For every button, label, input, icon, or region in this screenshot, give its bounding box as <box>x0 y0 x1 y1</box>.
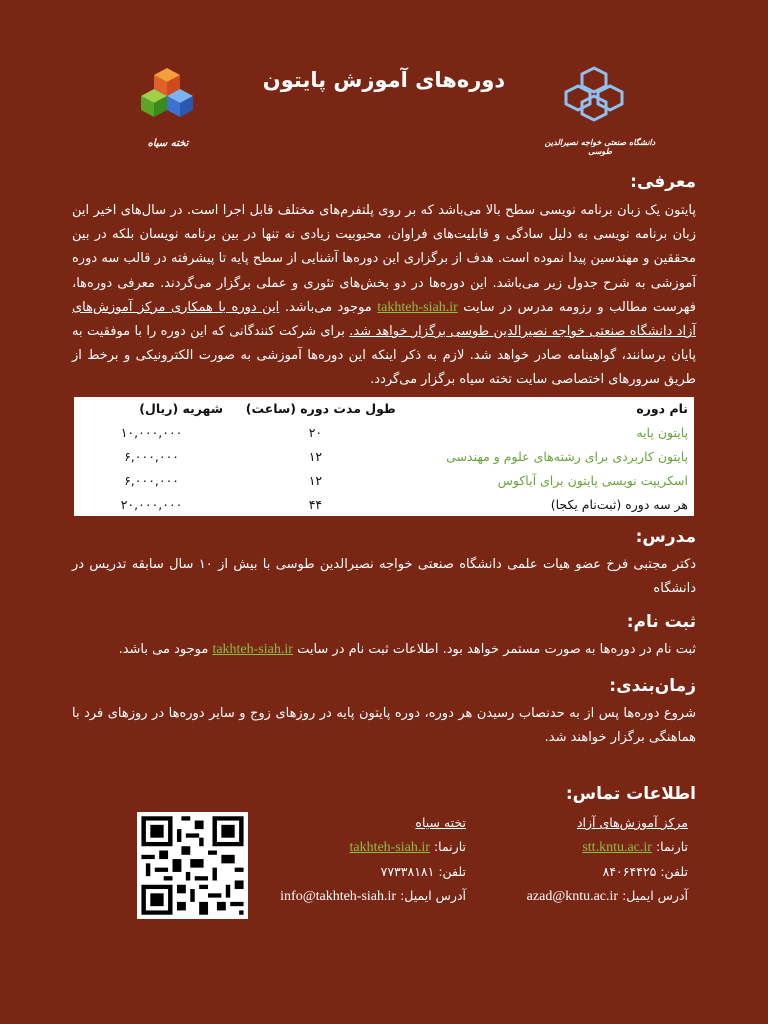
center-site-label: تارنما: <box>655 839 688 854</box>
takhteh-siah-caption: تخته سیاه <box>147 138 189 149</box>
intro-partnership-note: این دوره با همکاری مرکز آموزش‌های آزاد دانشگاه صنعتی خواجه نصیرالدین طوسی برگزار خواهد شد. <box>72 299 696 340</box>
center-phone: ۸۴۰۶۴۴۲۵ <box>602 864 657 879</box>
course-duration: ۱۲ <box>308 448 323 464</box>
takhteh-phone-label: تلفن: <box>438 864 466 879</box>
center-name: مرکز آموزش‌های آزاد <box>576 815 688 830</box>
contact-takhteh <box>256 811 466 909</box>
header-duration: طول مدت دوره (ساعت) <box>245 401 396 416</box>
header-course-name: نام دوره <box>636 401 688 416</box>
intro-text-2: موجود می‌باشد. <box>284 299 372 315</box>
center-email-label: آدرس ایمیل: <box>622 888 688 903</box>
register-paragraph <box>72 638 696 662</box>
table-header-row <box>74 397 694 420</box>
course-duration: ۴۴ <box>308 496 323 512</box>
center-phone-label: تلفن: <box>660 864 688 879</box>
teacher-heading: مدرس: <box>635 527 696 547</box>
intro-text-3: برای شرکت کنندگانی که این دوره را با موفقیت به پایان برسانند، گواهینامه صادر خواهد شد. لازم به ذکر اینکه این دوره‌ها آموزشی به صورت الکترونیکی و برخط از طریق سرورهای اختصاصی سایت تخته سیاه برگزار می‌گردد. <box>72 324 696 388</box>
intro-text-1: پایتون یک زبان برنامه نویسی سطح بالا می‌باشد که بر روی پلتفرم‌های مختلف قابل اجرا است. در سال‌های اخیر این زبان برنامه نویسی به دلیل سادگی و قابلیت‌های فراوان، محبوبیت زیادی نه تنها در بین برنامه نویسان بلکه در بین محققین و مهندسین پیدا نموده است. هدف از برگزاری این دوره‌ها آشنایی از سطح پایه تا پیشرفته در قالب سه دوره آموزشی به شرح جدول زیر می‌باشد. این دوره‌ها در دو بخش‌های تئوری و عملی برگزار می‌گردند. معرفی دوره‌ها، فهرست مطالب و رزومه مدرس در سایت <box>72 203 696 315</box>
contact-heading: اطلاعات تماس: <box>565 784 696 804</box>
center-email[interactable]: azad@kntu.ac.ir <box>526 889 619 904</box>
university-emblem-icon <box>562 64 626 122</box>
header-fee: شهریه (ریال) <box>139 401 224 416</box>
takhteh-site-label: تارنما: <box>433 839 466 854</box>
course-duration: ۱۲ <box>308 472 323 488</box>
course-name: پایتون پایه <box>636 424 688 440</box>
course-name: هر سه دوره (ثبت‌نام یکجا) <box>550 496 688 512</box>
courses-table <box>74 397 694 516</box>
course-fee: ۶,۰۰۰,۰۰۰ <box>124 472 180 488</box>
table-row <box>74 444 694 468</box>
table-row <box>74 468 694 492</box>
intro-paragraph <box>72 199 696 393</box>
course-fee: ۲۰,۰۰۰,۰۰۰ <box>120 496 183 512</box>
table-row <box>74 420 694 444</box>
register-text-2: موجود می باشد. <box>118 642 209 657</box>
takhteh-site-link[interactable]: takhteh-siah.ir <box>349 840 430 855</box>
course-fee: ۱۰,۰۰۰,۰۰۰ <box>120 424 183 440</box>
qr-code[interactable] <box>137 812 248 919</box>
schedule-text: شروع دوره‌ها پس از به حدنصاب رسیدن هر دوره، دوره پایتون پایه در روزهای زوج و سایر دوره‌ها در روزهای فرد با هماهنگی برگزار خواهند شد. <box>72 706 696 746</box>
contact-center <box>488 811 688 909</box>
course-name: اسکریپت نویسی پایتون برای آباکوس <box>497 472 688 488</box>
schedule-heading: زمان‌بندی: <box>609 676 696 696</box>
course-name: پایتون کاربردی برای رشته‌های علوم و مهندسی <box>446 448 688 464</box>
takhteh-email[interactable]: info@takhteh-siah.ir <box>280 889 397 904</box>
kntu-logo <box>562 64 626 122</box>
takhteh-email-label: آدرس ایمیل: <box>400 888 466 903</box>
register-heading: ثبت نام: <box>626 612 696 632</box>
teacher-text: دکتر مجتبی فرخ عضو هیات علمی دانشگاه صنعتی خواجه نصیرالدین طوسی با بیش از ۱۰ سال سابقه تدریس در دانشگاه <box>72 557 697 597</box>
intro-site-link[interactable]: takhteh-siah.ir <box>377 299 458 315</box>
intro-heading: معرفی: <box>630 172 696 192</box>
takhteh-name: تخته سیاه <box>415 815 466 830</box>
course-fee: ۶,۰۰۰,۰۰۰ <box>124 448 180 464</box>
course-duration: ۲۰ <box>308 424 323 440</box>
table-row <box>74 492 694 516</box>
register-site-link[interactable]: takhteh-siah.ir <box>212 642 293 657</box>
page-title: دوره‌های آموزش پایتون <box>262 68 506 92</box>
qr-code-icon <box>137 812 248 919</box>
takhteh-phone: ۷۷۳۳۸۱۸۱ <box>380 864 435 879</box>
kntu-caption: دانشگاه صنعتی خواجه نصیرالدین طوسی <box>544 138 656 156</box>
register-text-1: ثبت نام در دوره‌ها به صورت مستمر خواهد بود. اطلاعات ثبت نام در سایت <box>297 642 696 657</box>
center-site-link[interactable]: stt.kntu.ac.ir <box>582 840 652 855</box>
